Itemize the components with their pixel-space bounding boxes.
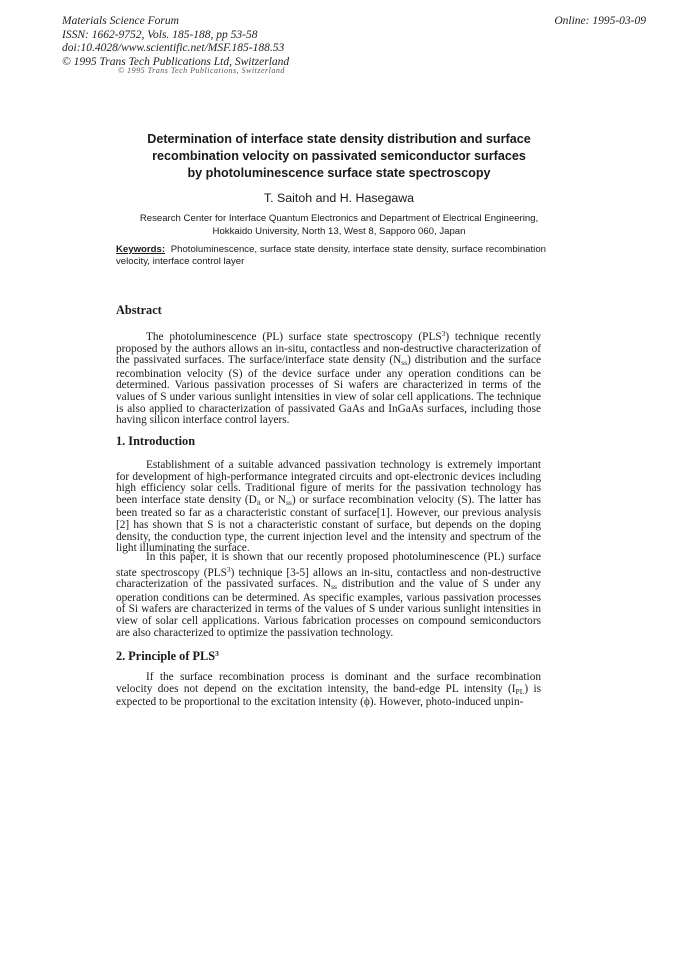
intro-text-2c: distribution and the value of S under any operation conditions can be determined. As specific examples, various passivation processes of Si wafers are characterized in terms of the values of S under various sunlight intensities in view of solar cell applications. Various fabrication processes on compound semiconductors are also characterized to optimize the passivation technology. (116, 578, 541, 639)
principle-heading-text: 2. Principle of PLS (116, 649, 216, 663)
title-line-2: recombination velocity on passivated semiconductor surfaces (152, 149, 526, 163)
faint-copyright: © 1995 Trans Tech Publications, Switzerland (118, 66, 285, 75)
online-date: Online: 1995-03-09 (554, 15, 646, 27)
sup-3: 3 (215, 649, 219, 658)
keywords (116, 244, 546, 267)
intro-paragraph-1 (116, 460, 541, 555)
sup-3: 3 (226, 564, 231, 574)
journal-header (62, 15, 289, 69)
abstract-paragraph (116, 328, 541, 427)
paper-title (96, 131, 582, 182)
abstract-heading: Abstract (116, 303, 162, 317)
principle-text-b: ) is expected to be proportional to the excitation intensity (ϕ). However, photo-induced unpin- (116, 682, 542, 709)
title-line-1: Determination of interface state density distribution and surface (147, 132, 531, 146)
principle-paragraph (116, 672, 541, 709)
sub-ss: ss (401, 358, 408, 368)
principle-heading (116, 649, 219, 664)
affiliation-line-1: Research Center for Interface Quantum Electronics and Department of Electrical Engineering, (139, 213, 539, 224)
sub-ss: ss (331, 582, 337, 592)
intro-text-1b: or N (261, 493, 286, 506)
intro-heading: 1. Introduction (116, 434, 196, 448)
copyright-line: © 1995 Trans Tech Publications Ltd, Switzerland (62, 55, 290, 68)
title-line-3: by photoluminescence surface state spectroscopy (187, 166, 491, 180)
abstract-text-2: ) technique recently proposed by the authors allows an in-situ, contactless and non-destructive characterization of the passivated surfaces. The surface/interface state density (N (116, 331, 541, 367)
sub-it: it (256, 497, 262, 507)
affiliation-line-2: Hokkaido University, North 13, West 8, Sapporo 060, Japan (212, 225, 466, 237)
authors: T. Saitoh and H. Hasegawa (263, 191, 415, 205)
sup-3: 3 (441, 329, 446, 338)
abstract-text-3: ) distribution and the surface recombination velocity (S) of the device surface under any operation conditions can be determined. Various passivation processes of Si wafers are characterized in terms of the values of S under various sunlight intensities in view of solar cell applications. The technique is also applied to characterization of passivated GaAs and InGaAs surfaces, including those having silicon interface control layers. (116, 354, 541, 427)
keywords-text: Photoluminescence, surface state density, interface state density, surface recombination velocity, interface control layer (116, 244, 546, 267)
intro-text-2b: ) technique [3-5] allows an in-situ, contactless and non-destructive characterization of the passivated surfaces. N (116, 566, 541, 591)
principle-text-a: If the surface recombination process is dominant and the surface recombination velocity does not depend on the excitation intensity, the band-edge PL intensity (I (116, 671, 541, 695)
intro-text-1c: ) or surface recombination velocity (S). The latter has been treated so far as a characteristic constant of surface[1]. However, our previous analysis [2] has shown that S is not a characteristic constant of surface, but depends on the doping density, the conduction type, the current injection level and the intensity and spectrum of the light illuminating the surface. (116, 493, 541, 555)
affiliation (112, 213, 566, 238)
issn-line: ISSN: 1662-9752, Vols. 185-188, pp 53-58 (62, 28, 258, 41)
sub-pl: PL (515, 686, 525, 696)
journal-name: Materials Science Forum (62, 15, 179, 27)
abstract-text-1: The photoluminescence (PL) surface state spectroscopy (PLS (146, 331, 442, 343)
intro-text-2a: In this paper, it is shown that our recently proposed photoluminescence (PL) surface state spectroscopy (PLS (116, 551, 541, 579)
sub-ss: ss (285, 497, 292, 507)
doi-line[interactable]: doi:10.4028/www.scientific.net/MSF.185-188.53 (62, 42, 285, 54)
intro-text-1a: Establishment of a suitable advanced passivation technology is extremely important for development of high-performance integrated circuits and opt-electronic devices including high efficiency solar cells. Traditional figure of merits for the passivation technology has been interface state density (D (116, 459, 541, 506)
intro-paragraph-2 (116, 552, 541, 639)
keywords-label: Keywords: (116, 244, 166, 255)
